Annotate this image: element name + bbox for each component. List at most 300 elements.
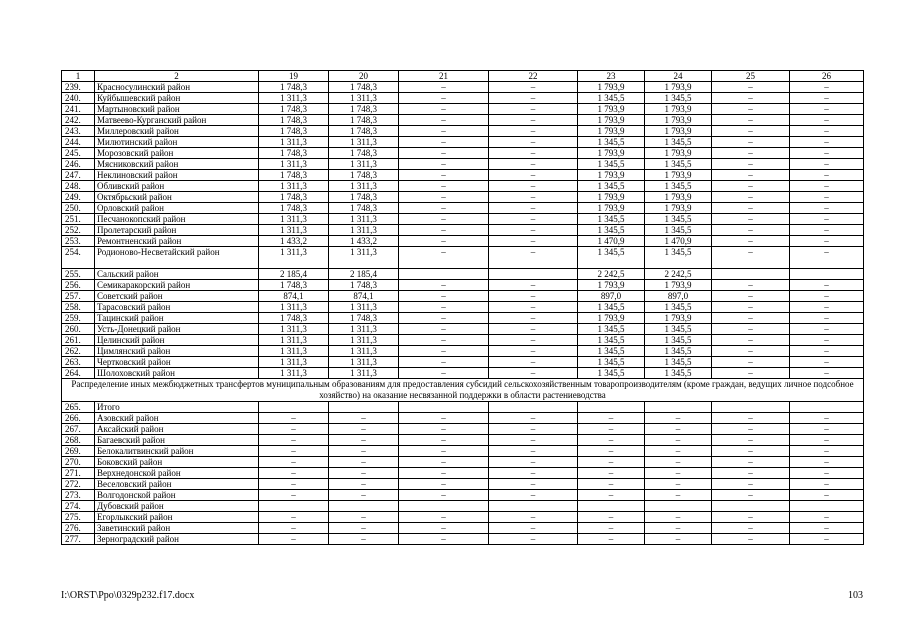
value-cell: 2 185,4	[329, 269, 399, 280]
value-cell	[578, 402, 645, 413]
row-number: 267.	[62, 424, 95, 435]
district-name: Мартыновский район	[95, 104, 259, 115]
value-cell: –	[489, 413, 578, 424]
value-cell: 1 311,3	[329, 214, 399, 225]
district-name: Багаевский район	[95, 435, 259, 446]
district-name: Итого	[95, 402, 259, 413]
value-cell: 1 748,3	[329, 82, 399, 93]
value-cell: 1 793,9	[645, 203, 712, 214]
table-row	[62, 313, 864, 324]
value-cell: 1 345,5	[578, 335, 645, 346]
row-number: 261.	[62, 335, 95, 346]
value-cell: –	[489, 104, 578, 115]
value-cell: –	[399, 93, 489, 104]
value-cell: 1 793,9	[645, 280, 712, 291]
value-cell: –	[712, 93, 790, 104]
value-cell: 1 311,3	[259, 324, 329, 335]
row-number: 275.	[62, 512, 95, 523]
value-cell: –	[259, 490, 329, 501]
row-number: 277.	[62, 534, 95, 545]
value-cell	[399, 402, 489, 413]
value-cell: –	[259, 424, 329, 435]
value-cell: –	[399, 479, 489, 490]
value-cell: –	[259, 479, 329, 490]
table-row	[62, 115, 864, 126]
value-cell: –	[790, 225, 864, 236]
value-cell: –	[712, 490, 790, 501]
value-cell: 1 345,5	[645, 214, 712, 225]
value-cell: 1 793,9	[578, 203, 645, 214]
value-cell: 1 748,3	[329, 170, 399, 181]
value-cell: –	[399, 413, 489, 424]
value-cell: –	[399, 357, 489, 368]
value-cell: –	[329, 534, 399, 545]
value-cell: 1 793,9	[645, 126, 712, 137]
row-number: 244.	[62, 137, 95, 148]
district-name: Матвеево-Курганский район	[95, 115, 259, 126]
value-cell: –	[790, 291, 864, 302]
district-name: Верхнедонской район	[95, 468, 259, 479]
district-name: Тарасовский район	[95, 302, 259, 313]
value-cell	[712, 501, 790, 512]
table-row	[62, 512, 864, 523]
value-cell: –	[399, 490, 489, 501]
value-cell: 1 311,3	[329, 93, 399, 104]
table-row	[62, 534, 864, 545]
value-cell: 2 242,5	[645, 269, 712, 280]
row-number: 257.	[62, 291, 95, 302]
value-cell: –	[712, 534, 790, 545]
value-cell: –	[329, 435, 399, 446]
value-cell	[329, 501, 399, 512]
value-cell: –	[489, 457, 578, 468]
value-cell: –	[329, 523, 399, 534]
value-cell: 1 748,3	[329, 148, 399, 159]
district-name: Сальский район	[95, 269, 259, 280]
value-cell: –	[489, 368, 578, 379]
value-cell: –	[712, 424, 790, 435]
value-cell: –	[399, 534, 489, 545]
row-number: 271.	[62, 468, 95, 479]
table-row	[62, 148, 864, 159]
table-row	[62, 214, 864, 225]
value-cell: –	[712, 324, 790, 335]
value-cell: –	[489, 346, 578, 357]
value-cell: –	[790, 346, 864, 357]
table-row	[62, 490, 864, 501]
value-cell: –	[645, 479, 712, 490]
value-cell	[259, 501, 329, 512]
value-cell: –	[645, 424, 712, 435]
value-cell: –	[489, 479, 578, 490]
value-cell: –	[399, 247, 489, 269]
value-cell: –	[399, 159, 489, 170]
value-cell: –	[489, 512, 578, 523]
value-cell: –	[259, 534, 329, 545]
value-cell: –	[399, 368, 489, 379]
value-cell: –	[712, 137, 790, 148]
value-cell: –	[712, 479, 790, 490]
table-header-row	[62, 71, 864, 82]
value-cell: 1 311,3	[329, 137, 399, 148]
value-cell: –	[399, 335, 489, 346]
value-cell: 1 748,3	[259, 126, 329, 137]
value-cell	[399, 501, 489, 512]
row-number: 258.	[62, 302, 95, 313]
value-cell: –	[712, 126, 790, 137]
value-cell: 1 748,3	[329, 115, 399, 126]
value-cell: –	[790, 236, 864, 247]
value-cell: 1 748,3	[259, 192, 329, 203]
district-name: Шолоховский район	[95, 368, 259, 379]
value-cell: 1 793,9	[645, 82, 712, 93]
value-cell	[259, 402, 329, 413]
value-cell: 1 311,3	[329, 159, 399, 170]
value-cell: –	[712, 170, 790, 181]
value-cell: –	[329, 512, 399, 523]
value-cell: 1 311,3	[259, 302, 329, 313]
value-cell: –	[712, 148, 790, 159]
table-row	[62, 269, 864, 280]
district-name: Миллеровский район	[95, 126, 259, 137]
value-cell: –	[712, 214, 790, 225]
value-cell: –	[712, 159, 790, 170]
value-cell: –	[399, 457, 489, 468]
table-row	[62, 236, 864, 247]
value-cell: –	[489, 225, 578, 236]
table-row	[62, 247, 864, 269]
value-cell: –	[712, 236, 790, 247]
district-name: Белокалитвинский район	[95, 446, 259, 457]
value-cell: –	[790, 479, 864, 490]
row-number: 272.	[62, 479, 95, 490]
value-cell: –	[489, 357, 578, 368]
footer-page-number: 103	[848, 590, 863, 601]
value-cell: 874,1	[329, 291, 399, 302]
value-cell: –	[399, 468, 489, 479]
column-header: 20	[329, 71, 399, 82]
value-cell: –	[399, 192, 489, 203]
value-cell: 1 311,3	[259, 93, 329, 104]
value-cell: 1 470,9	[645, 236, 712, 247]
value-cell: –	[329, 490, 399, 501]
value-cell: –	[645, 435, 712, 446]
value-cell: 1 748,3	[329, 313, 399, 324]
table-row	[62, 137, 864, 148]
value-cell: –	[399, 181, 489, 192]
value-cell: –	[712, 335, 790, 346]
value-cell: –	[712, 291, 790, 302]
value-cell: 1 433,2	[259, 236, 329, 247]
row-number: 263.	[62, 357, 95, 368]
value-cell: –	[399, 236, 489, 247]
row-number: 245.	[62, 148, 95, 159]
value-cell: –	[712, 457, 790, 468]
section-title: Распределение иных межбюджетных трансфертов муниципальным образованиям для предоставления субсидий сельскохозяйственным товаропроизводителям (кроме граждан, ведущих личное подсобное хозяйство) на оказание несвязанной поддержки в области растениеводства	[62, 379, 864, 402]
value-cell: –	[712, 512, 790, 523]
value-cell: –	[489, 192, 578, 203]
value-cell: 1 748,3	[259, 148, 329, 159]
value-cell: –	[259, 512, 329, 523]
value-cell: 1 748,3	[329, 192, 399, 203]
row-number: 266.	[62, 413, 95, 424]
table-row	[62, 93, 864, 104]
value-cell: 1 311,3	[329, 247, 399, 269]
value-cell: 1 311,3	[259, 368, 329, 379]
value-cell: 1 748,3	[259, 313, 329, 324]
value-cell: –	[399, 523, 489, 534]
value-cell: 1 345,5	[645, 346, 712, 357]
row-number: 262.	[62, 346, 95, 357]
value-cell: –	[712, 368, 790, 379]
value-cell: –	[790, 181, 864, 192]
value-cell: –	[712, 82, 790, 93]
section-row	[62, 379, 864, 402]
value-cell: –	[790, 324, 864, 335]
district-name: Советский район	[95, 291, 259, 302]
row-number: 248.	[62, 181, 95, 192]
value-cell: –	[399, 82, 489, 93]
district-name: Целинский район	[95, 335, 259, 346]
value-cell: 1 311,3	[259, 346, 329, 357]
district-name: Родионово-Несветайский район	[95, 247, 259, 269]
row-number: 255.	[62, 269, 95, 280]
value-cell: 2 242,5	[578, 269, 645, 280]
value-cell: –	[489, 468, 578, 479]
row-number: 254.	[62, 247, 95, 269]
value-cell: 1 345,5	[645, 324, 712, 335]
value-cell: –	[578, 468, 645, 479]
value-cell	[399, 269, 489, 280]
value-cell: –	[489, 435, 578, 446]
value-cell: 1 311,3	[329, 225, 399, 236]
value-cell: –	[329, 479, 399, 490]
value-cell: –	[578, 457, 645, 468]
value-cell: 1 311,3	[329, 357, 399, 368]
value-cell: –	[399, 137, 489, 148]
value-cell: –	[712, 302, 790, 313]
table-row	[62, 368, 864, 379]
row-number: 274.	[62, 501, 95, 512]
value-cell: –	[790, 280, 864, 291]
value-cell: –	[790, 170, 864, 181]
value-cell: 1 345,5	[645, 302, 712, 313]
value-cell: –	[790, 335, 864, 346]
value-cell: –	[489, 93, 578, 104]
value-cell: –	[489, 446, 578, 457]
value-cell: –	[489, 291, 578, 302]
district-name: Аксайский район	[95, 424, 259, 435]
district-name: Усть-Донецкий район	[95, 324, 259, 335]
value-cell: –	[790, 192, 864, 203]
row-number: 268.	[62, 435, 95, 446]
value-cell: 1 311,3	[259, 335, 329, 346]
district-name: Чертковский район	[95, 357, 259, 368]
value-cell: 1 345,5	[578, 302, 645, 313]
value-cell: –	[489, 159, 578, 170]
value-cell: –	[712, 115, 790, 126]
value-cell: 1 311,3	[259, 247, 329, 269]
value-cell: 1 311,3	[259, 181, 329, 192]
value-cell: 1 345,5	[645, 368, 712, 379]
value-cell: –	[399, 324, 489, 335]
district-name: Неклиновский район	[95, 170, 259, 181]
value-cell	[578, 501, 645, 512]
value-cell: –	[645, 446, 712, 457]
value-cell: –	[790, 368, 864, 379]
value-cell: 1 345,5	[578, 357, 645, 368]
row-number: 270.	[62, 457, 95, 468]
table-row	[62, 159, 864, 170]
value-cell: –	[790, 490, 864, 501]
value-cell: –	[790, 302, 864, 313]
column-header: 23	[578, 71, 645, 82]
value-cell: –	[329, 446, 399, 457]
value-cell: –	[790, 534, 864, 545]
value-cell: –	[712, 181, 790, 192]
value-cell: –	[712, 357, 790, 368]
row-number: 246.	[62, 159, 95, 170]
value-cell: 1 345,5	[578, 137, 645, 148]
value-cell: 1 748,3	[259, 115, 329, 126]
value-cell: –	[489, 302, 578, 313]
value-cell: 1 311,3	[329, 324, 399, 335]
district-name: Боковский район	[95, 457, 259, 468]
value-cell: 1 311,3	[259, 225, 329, 236]
value-cell: –	[790, 93, 864, 104]
value-cell: 1 345,5	[645, 357, 712, 368]
value-cell: 1 748,3	[329, 203, 399, 214]
district-name: Семикаракорский район	[95, 280, 259, 291]
value-cell: –	[790, 247, 864, 269]
value-cell: –	[489, 181, 578, 192]
table-row	[62, 402, 864, 413]
district-name: Орловский район	[95, 203, 259, 214]
value-cell: –	[578, 446, 645, 457]
row-number: 249.	[62, 192, 95, 203]
value-cell: 1 748,3	[329, 126, 399, 137]
value-cell: 1 748,3	[329, 104, 399, 115]
table-row	[62, 435, 864, 446]
value-cell: –	[712, 280, 790, 291]
value-cell: –	[790, 457, 864, 468]
district-name: Зерноградский район	[95, 534, 259, 545]
value-cell: 1 311,3	[259, 159, 329, 170]
row-number: 243.	[62, 126, 95, 137]
value-cell: 1 311,3	[259, 357, 329, 368]
value-cell: 1 311,3	[329, 335, 399, 346]
district-name: Цимлянский район	[95, 346, 259, 357]
value-cell: –	[790, 424, 864, 435]
value-cell: –	[489, 148, 578, 159]
district-name: Октябрьский район	[95, 192, 259, 203]
value-cell: –	[399, 302, 489, 313]
value-cell: –	[790, 115, 864, 126]
row-number: 252.	[62, 225, 95, 236]
row-number: 239.	[62, 82, 95, 93]
column-header: 1	[62, 71, 95, 82]
value-cell: –	[578, 435, 645, 446]
value-cell: 1 311,3	[329, 368, 399, 379]
value-cell: –	[712, 446, 790, 457]
value-cell: –	[489, 523, 578, 534]
value-cell: –	[790, 148, 864, 159]
column-header: 24	[645, 71, 712, 82]
district-name: Песчанокопский район	[95, 214, 259, 225]
value-cell: –	[790, 137, 864, 148]
value-cell: –	[712, 413, 790, 424]
value-cell	[329, 402, 399, 413]
value-cell: –	[578, 523, 645, 534]
value-cell	[489, 501, 578, 512]
value-cell: –	[790, 468, 864, 479]
value-cell: –	[645, 534, 712, 545]
value-cell: –	[578, 479, 645, 490]
value-cell: –	[578, 413, 645, 424]
value-cell: 1 345,5	[578, 225, 645, 236]
district-name: Красносулинский район	[95, 82, 259, 93]
value-cell: –	[399, 214, 489, 225]
value-cell: –	[399, 435, 489, 446]
value-cell: –	[399, 225, 489, 236]
value-cell: –	[399, 115, 489, 126]
value-cell: 1 345,5	[645, 159, 712, 170]
value-cell	[712, 269, 790, 280]
row-number: 240.	[62, 93, 95, 104]
column-header: 2	[95, 71, 259, 82]
table-row	[62, 424, 864, 435]
value-cell: 1 345,5	[645, 247, 712, 269]
district-name: Морозовский район	[95, 148, 259, 159]
value-cell: –	[790, 203, 864, 214]
value-cell: 1 345,5	[578, 247, 645, 269]
district-name: Дубовский район	[95, 501, 259, 512]
value-cell: –	[489, 236, 578, 247]
value-cell: –	[645, 523, 712, 534]
value-cell: 1 793,9	[578, 170, 645, 181]
district-name: Обливский район	[95, 181, 259, 192]
row-number: 247.	[62, 170, 95, 181]
budget-table	[61, 70, 864, 545]
value-cell: 1 793,9	[578, 115, 645, 126]
value-cell: –	[712, 523, 790, 534]
value-cell: –	[399, 148, 489, 159]
value-cell: –	[399, 280, 489, 291]
value-cell: –	[259, 435, 329, 446]
value-cell: –	[489, 490, 578, 501]
value-cell: –	[489, 82, 578, 93]
value-cell: –	[578, 534, 645, 545]
value-cell: –	[578, 512, 645, 523]
table-row	[62, 457, 864, 468]
table-row	[62, 104, 864, 115]
value-cell: –	[259, 523, 329, 534]
value-cell: –	[489, 126, 578, 137]
column-header: 21	[399, 71, 489, 82]
value-cell: 1 311,3	[329, 181, 399, 192]
row-number: 250.	[62, 203, 95, 214]
value-cell: –	[790, 126, 864, 137]
table-row	[62, 170, 864, 181]
value-cell: –	[399, 512, 489, 523]
table-row	[62, 523, 864, 534]
district-name: Тацинский район	[95, 313, 259, 324]
value-cell: 1 793,9	[645, 192, 712, 203]
value-cell: –	[489, 324, 578, 335]
value-cell: 897,0	[645, 291, 712, 302]
value-cell: –	[399, 170, 489, 181]
row-number: 265.	[62, 402, 95, 413]
